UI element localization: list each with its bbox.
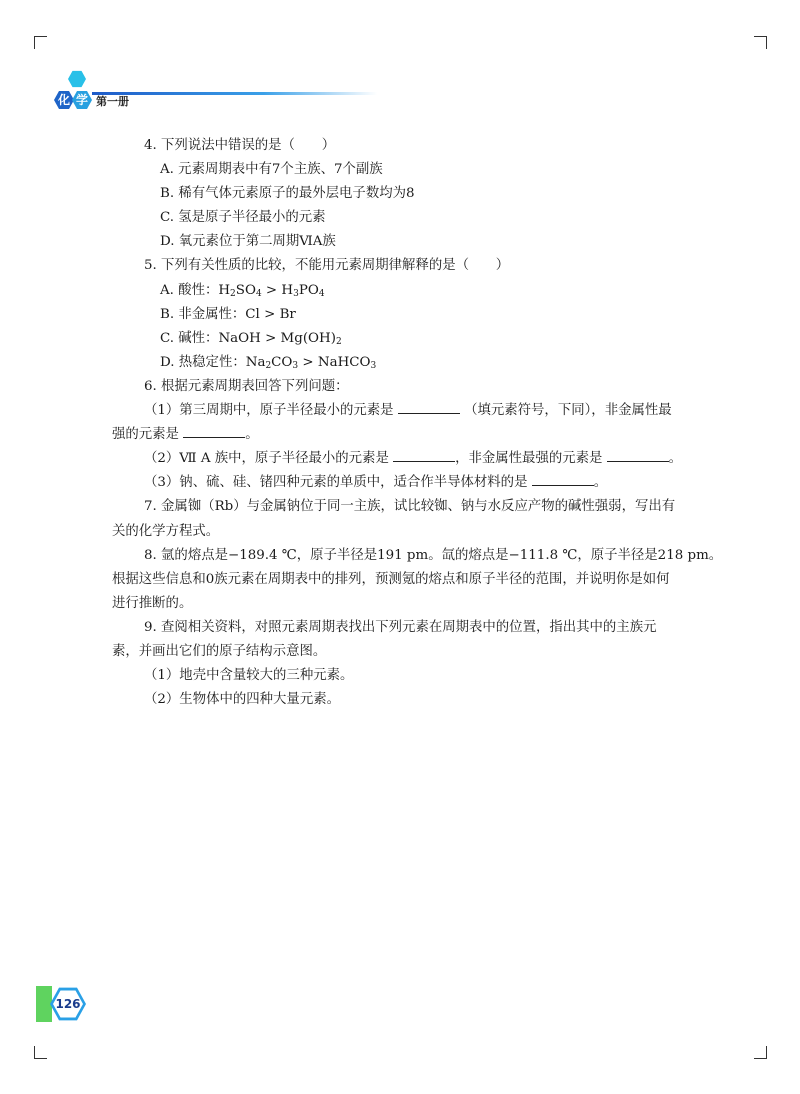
crop-mark-top-left: [34, 36, 47, 49]
subscript: 4: [255, 288, 262, 299]
question-stem: 7. 金属铷（Rb）与金属钠位于同一主族，试比较铷、钠与水反应产物的碱性强弱，写出有: [144, 499, 676, 515]
crop-mark-top-right: [754, 36, 767, 49]
formula-text: > H: [261, 282, 294, 298]
subscript: 4: [318, 288, 325, 299]
question-text: ，非金属性最强的元素是: [455, 451, 603, 467]
question-text: 。: [245, 427, 259, 443]
subscript: 3: [292, 360, 299, 371]
answer-blank[interactable]: [393, 449, 455, 462]
header-rule: [92, 92, 377, 95]
question-stem-cont: 进行推断的。: [112, 595, 193, 611]
option-c: [112, 327, 702, 351]
question-text: （3）钠、硫、硅、锗四种元素的单质中，适合作半导体材料的是: [144, 475, 528, 491]
question-text: （2）Ⅶ A 族中，原子半径最小的元素是: [144, 451, 389, 467]
question-stem: 4. 下列说法中错误的是（ ）: [144, 138, 336, 153]
subscript: 3: [293, 288, 299, 299]
question-text: 强的元素是: [112, 427, 179, 443]
option-b: B. 非金属性：Cl > Br: [160, 306, 296, 322]
answer-blank[interactable]: [532, 473, 594, 486]
answer-blank[interactable]: [398, 401, 460, 414]
question-text: 。: [668, 451, 683, 467]
page-number: 126: [55, 997, 81, 1011]
sub-question-2: [112, 447, 702, 471]
header-badge-char: 化: [57, 93, 70, 107]
book-volume-label: 第一册: [96, 95, 129, 108]
page-header: [50, 70, 380, 114]
answer-blank[interactable]: [183, 425, 245, 438]
header-badge-char: 学: [75, 93, 88, 107]
option-b: B. 稀有气体元素原子的最外层电子数均为8: [160, 186, 415, 202]
subscript: 2: [265, 360, 272, 371]
question-stem: 6. 根据元素周期表回答下列问题：: [144, 378, 349, 394]
question-stem: 9. 查阅相关资料，对照元素周期表找出下列元素在周期表中的位置，指出其中的主族元: [144, 619, 657, 635]
option-d: D. 氧元素位于第二周期ⅥA族: [160, 234, 336, 250]
sub-question-3: [112, 471, 702, 495]
subscript: 2: [335, 336, 342, 347]
exercise-content: [112, 134, 723, 712]
sub-question-2: （2）生物体中的四种大量元素。: [144, 692, 340, 708]
sub-question-1-cont: [112, 423, 702, 447]
formula-text: SO: [235, 282, 256, 298]
answer-blank[interactable]: [607, 449, 669, 462]
option-a: [112, 279, 702, 303]
question-stem-cont: 根据这些信息和0族元素在周期表中的排列，预测氪的熔点和原子半径的范围，并说明你是如何: [112, 571, 670, 587]
question-stem-cont: 关的化学方程式。: [112, 523, 220, 539]
subscript: 2: [230, 288, 236, 299]
formula-text: A. 酸性：H: [160, 282, 231, 298]
question-text: 。: [593, 475, 608, 491]
crop-mark-bottom-left: [34, 1046, 47, 1059]
sub-question-1: （1）地壳中含量较大的三种元素。: [144, 668, 354, 684]
sub-question-1: [112, 399, 702, 423]
formula-text: > NaHCO: [298, 354, 371, 370]
question-text: （填元素符号，下同），非金属性最: [464, 403, 672, 419]
option-c: C. 氢是原子半径最小的元素: [160, 210, 326, 226]
option-d: [112, 351, 702, 375]
page-tab-decoration: [36, 986, 52, 1022]
question-text: （1）第三周期中，原子半径最小的元素是: [144, 403, 394, 419]
page-number-badge: [36, 986, 92, 1022]
hexagon-icon: [68, 70, 86, 88]
formula-text: C. 碱性：NaOH > Mg(OH): [160, 330, 336, 346]
formula-text: D. 热稳定性：Na: [160, 354, 266, 370]
formula-text: CO: [271, 354, 293, 370]
question-stem: 5. 下列有关性质的比较，不能用元素周期律解释的是（ ）: [144, 258, 510, 274]
question-stem: 8. 氩的熔点是−189.4 ℃，原子半径是191 pm。氙的熔点是−111.8 ℃，原子半径是218 pm。: [144, 547, 723, 563]
crop-mark-bottom-right: [754, 1046, 767, 1059]
question-stem-cont: 素，并画出它们的原子结构示意图。: [112, 643, 327, 659]
option-a: A. 元素周期表中有7个主族、7个副族: [160, 162, 383, 178]
subscript: 3: [370, 360, 377, 371]
formula-text: PO: [298, 282, 319, 298]
